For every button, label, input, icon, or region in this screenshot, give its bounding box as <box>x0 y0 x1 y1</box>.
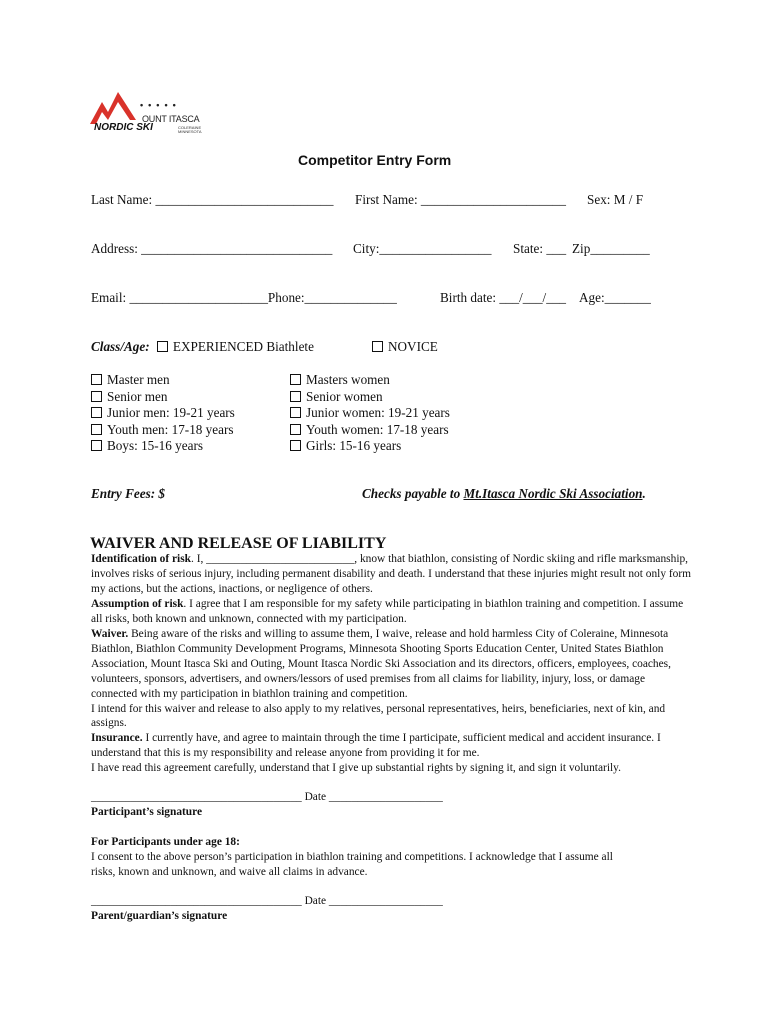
list-item: Youth women: 17-18 years <box>290 422 450 439</box>
read-agreement-paragraph: I have read this agreement carefully, understand that I give up substantial rights by signing it, and sign it voluntarily. <box>91 762 621 775</box>
waiver-heading: WAIVER AND RELEASE OF LIABILITY <box>90 535 387 552</box>
logo-brand-line1: OUNT ITASCA <box>142 114 200 124</box>
logo-dots: ••••• <box>140 100 181 110</box>
category-checkbox[interactable] <box>91 424 102 435</box>
participant-signature-line[interactable]: _____________________________________ Date ____________________ <box>91 791 443 803</box>
payee-name: Mt.Itasca Nordic Ski Association <box>463 486 643 501</box>
sex-field[interactable]: Sex: M / F <box>587 192 644 207</box>
category-checkbox[interactable] <box>290 374 301 385</box>
experienced-checkbox[interactable] <box>157 341 168 352</box>
category-checkbox[interactable] <box>290 424 301 435</box>
first-name-field[interactable]: First Name: ______________________ <box>355 192 566 207</box>
email-phone-field[interactable]: Email: _____________________Phone:______________ <box>91 290 397 305</box>
minors-consent-line1: I consent to the above person’s participation in biathlon training and competitions. I acknowledge that I assume all <box>91 851 613 863</box>
novice-checkbox[interactable] <box>372 341 383 352</box>
zip-field[interactable]: Zip_________ <box>572 241 650 256</box>
participant-signature-label: Participant’s signature <box>91 806 203 818</box>
organization-logo <box>88 88 218 140</box>
logo-brand-line2: NORDIC SKI <box>94 122 153 133</box>
novice-option <box>372 339 438 355</box>
category-checkbox[interactable] <box>91 440 102 451</box>
guardian-signature-label: Parent/guardian’s signature <box>91 910 228 922</box>
list-item: Junior men: 19-21 years <box>91 405 235 422</box>
list-item: Girls: 15-16 years <box>290 438 450 455</box>
list-item: Master men <box>91 372 235 389</box>
category-checkbox[interactable] <box>290 407 301 418</box>
city-field[interactable]: City:_________________ <box>353 241 492 256</box>
class-age-label: Class/Age: <box>91 339 150 354</box>
age-field[interactable]: Age:_______ <box>579 290 651 305</box>
minors-heading: For Participants under age 18: <box>91 836 240 848</box>
men-category-list <box>91 372 235 455</box>
waiver-paragraph: Waiver. Being aware of the risks and willing to assume them, I waive, release and hold harmless City of Coleraine, Minnesota Biathlon, Biathlon Community Development Programs, Minnesota Shooting Sports Education Center, United States Biathlon Association, Mount Itasca Ski and Outing, Mount Itasca Nordic Ski Association and its directors, officers, employees, coaches, volunteers, sponsors, advertisers, and owners/lessors of used premises from all claims for liability, injury, loss, or damage connected with my participation in biathlon training and competition. <box>91 627 671 700</box>
women-category-list <box>290 372 450 455</box>
minors-consent-line2: risks, known and unknown, and waive all claims in advance. <box>91 866 368 878</box>
category-checkbox[interactable] <box>290 440 301 451</box>
category-checkbox[interactable] <box>91 374 102 385</box>
list-item: Masters women <box>290 372 450 389</box>
address-field[interactable]: Address: _____________________________ <box>91 241 333 256</box>
category-checkbox[interactable] <box>91 391 102 402</box>
logo-location: COLERAINE MINNESOTA <box>178 125 202 134</box>
experienced-label: EXPERIENCED Biathlete <box>172 339 314 354</box>
last-name-field[interactable]: Last Name: ___________________________ <box>91 192 334 207</box>
assumption-paragraph: Assumption of risk. I agree that I am responsible for my safety while participating in biathlon training and competition. I assume all risks, both known and unknown, connected with my participation. <box>91 597 684 625</box>
novice-label: NOVICE <box>388 339 438 354</box>
birth-date-field[interactable]: Birth date: ___/___/___ <box>440 290 567 305</box>
identification-paragraph: Identification of risk. I, __________________________, know that biathlon, consisting of Nordic skiing and rifle marksmanship, involves risks of serious injury, including permanent disability and death. I understand that these injuries might result not only form my actions, but the actions, inactions, or negligence of others. <box>91 553 692 595</box>
entry-fees-label: Entry Fees: $ <box>91 486 165 501</box>
list-item: Boys: 15-16 years <box>91 438 235 455</box>
intend-paragraph: I intend for this waiver and release to also apply to my relatives, personal representatives, heirs, beneficiaries, next of kin, and assigns. <box>91 702 666 730</box>
list-item: Senior women <box>290 389 450 406</box>
checks-payable-text: Checks payable to Mt.Itasca Nordic Ski Association. <box>362 486 646 501</box>
insurance-paragraph: Insurance. I currently have, and agree to maintain through the time I participate, sufficient medical and accident insurance. I understand that this is my responsibility and release anyone from providing it for me. <box>91 732 661 760</box>
waiver-body <box>91 552 691 776</box>
category-checkbox[interactable] <box>290 391 301 402</box>
guardian-signature-line[interactable]: _____________________________________ Date ____________________ <box>91 895 443 907</box>
list-item: Youth men: 17-18 years <box>91 422 235 439</box>
category-checkbox[interactable] <box>91 407 102 418</box>
list-item: Junior women: 19-21 years <box>290 405 450 422</box>
form-title: Competitor Entry Form <box>298 152 452 168</box>
list-item: Senior men <box>91 389 235 406</box>
class-age-row <box>91 339 314 355</box>
state-field[interactable]: State: ___ <box>513 241 567 256</box>
